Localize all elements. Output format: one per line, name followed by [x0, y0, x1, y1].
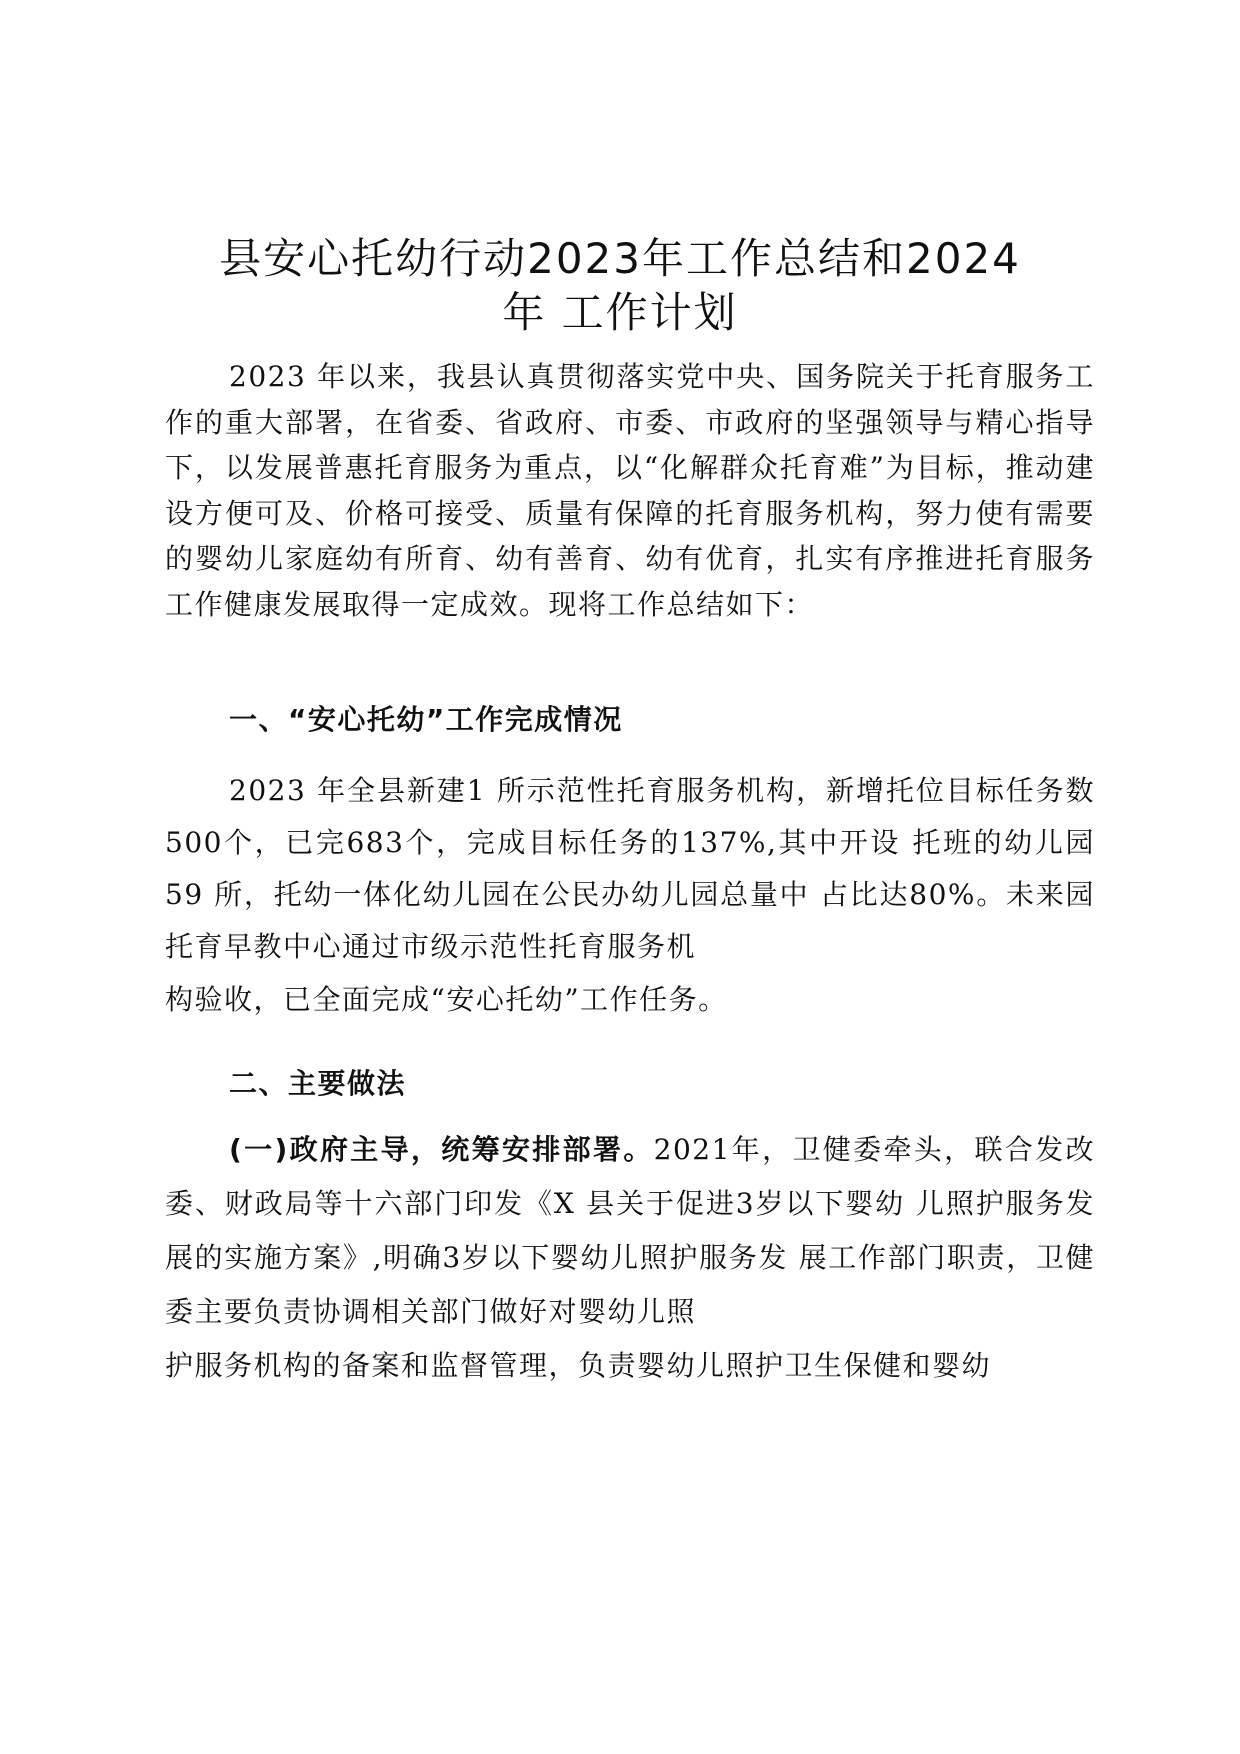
title-line-2: 年 工作计划	[502, 288, 738, 337]
section2-sub1-lead: (一)政府主导，统筹安排部署。	[229, 1133, 654, 1166]
section1-heading: 一、“安心托幼”工作完成情况	[229, 703, 623, 736]
section1-block	[165, 765, 1095, 1027]
section2-sub1-paragraph	[165, 1123, 1095, 1339]
section2-sub1-text-b: 护服务机构的备案和监督管理，负责婴幼儿照护卫生保健和婴幼	[165, 1349, 992, 1382]
section1-paragraph-a: 2023 年全县新建1 所示范性托育服务机构，新增托位目标任务数500个，已完683个，完成目标任务的137%,其中开设 托班的幼儿园59 所，托幼一体化幼儿园在公民办幼儿园总量中 占比达80%。未来园托育早教中心通过市级示范性托育服务机	[165, 774, 1095, 963]
document-title	[140, 232, 1100, 340]
intro-block	[165, 354, 1095, 627]
section2-block	[165, 1123, 1095, 1393]
intro-paragraph: 2023 年以来，我县认真贯彻落实党中央、国务院关于托育服务工作的重大部署，在省委、省政府、市委、市政府的坚强领导与精心指导下，以发展普惠托育服务为重点，以“化解群众托育难”为目标，推动建设方便可及、价格可接受、质量有保障的托育服务机构，努力使有需要的婴幼儿家庭幼有所育、幼有善育、幼有优育，扎实有序推进托育服务工作健康发展取得一定成效。现将工作总结如下：	[165, 360, 1095, 621]
section1-heading-block	[165, 700, 1095, 740]
section2-heading: 二、主要做法	[229, 1067, 407, 1100]
section1-paragraph-b: 构验收，已全面完成“安心托幼”工作任务。	[165, 983, 728, 1016]
title-line-1: 县安心托幼行动2023年工作总结和2024	[219, 234, 1021, 283]
section2-sub1-text-a: 2021年，卫健委牵头，联合发改委、财政局等十六部门印发《X 县关于促进3岁以下婴幼 儿照护服务发展的实施方案》,明确3岁以下婴幼儿照护服务发 展工作部门职责，卫健委主要负责协调相关部门做好对婴幼儿照	[165, 1133, 1095, 1328]
section2-heading-block	[165, 1064, 1095, 1104]
